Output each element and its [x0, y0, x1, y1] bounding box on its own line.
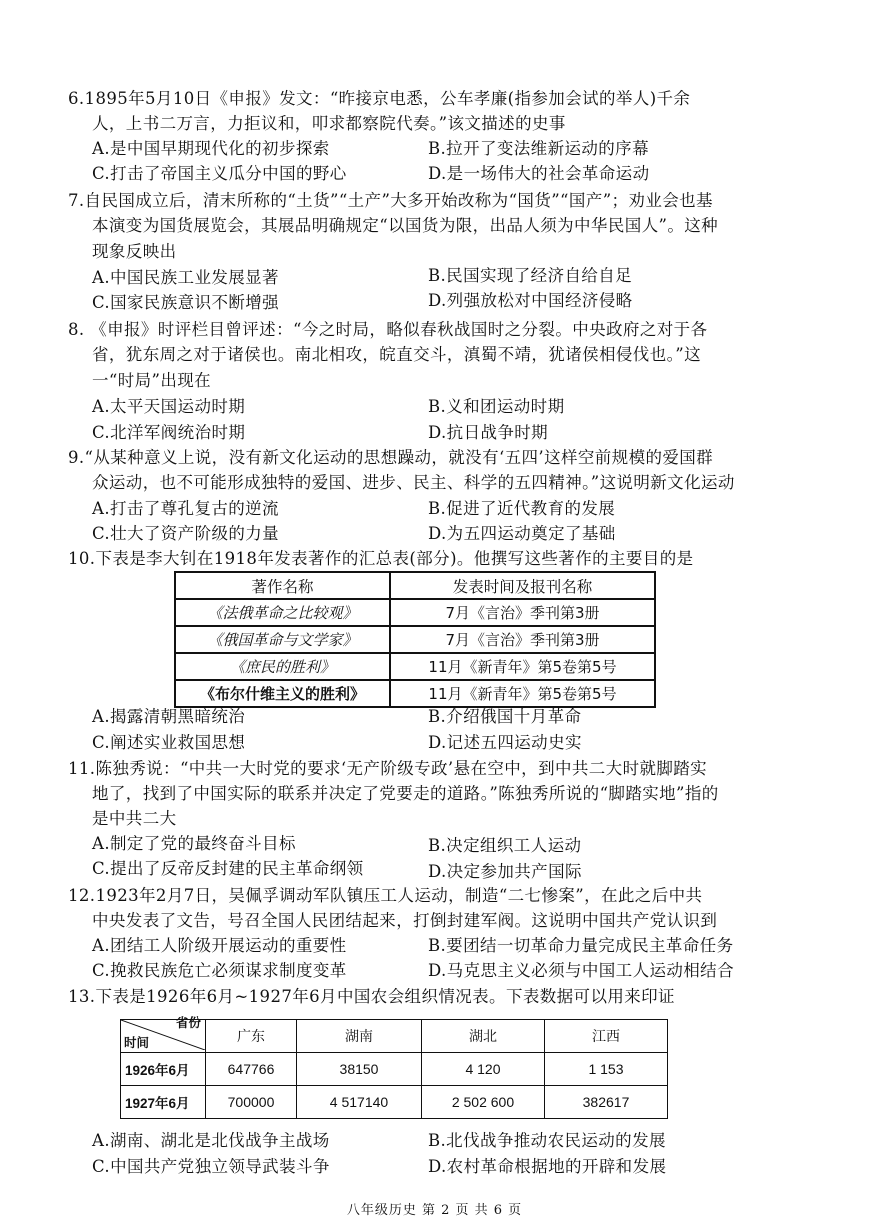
q7-option-c: C.国家民族意识不断增强: [92, 293, 280, 312]
q13-line-1: 13.下表是1926年6月~1927年6月中国农会组织情况表。下表数据可以用来印证: [68, 987, 675, 1006]
q13-option-a: A.湖南、湖北是北伐战争主战场: [92, 1131, 330, 1150]
q10-cell-title: 《庶民的胜利》: [175, 653, 390, 680]
q8-option-d: D.抗日战争时期: [428, 423, 549, 442]
q13-cell: 4 120: [422, 1053, 545, 1086]
q8-option-b: B.义和团运动时期: [428, 397, 565, 416]
q10-header-published: 发表时间及报刊名称: [390, 572, 655, 599]
q11-option-c: C.提出了反帝反封建的民主革命纲领: [92, 859, 364, 878]
q12-option-c: C.挽救民族危亡必须谋求制度变革: [92, 961, 347, 980]
q7-line-3: 现象反映出: [92, 242, 177, 261]
q11-line-3: 是中共二大: [92, 809, 177, 828]
q12-option-d: D.马克思主义必须与中国工人运动相结合: [428, 961, 734, 980]
q13-cell: 647766: [206, 1053, 297, 1086]
q10-cell-title: 《俄国革命与文学家》: [175, 626, 390, 653]
q10-option-a: A.揭露清朝黑暗统治: [92, 707, 246, 726]
q13-cell: 38150: [297, 1053, 422, 1086]
q13-row-label: 1926年6月: [121, 1053, 206, 1086]
q8-line-1: 8. 《申报》时评栏目曾评述：“今之时局，略似春秋战国时之分裂。中央政府之对于各: [68, 320, 708, 339]
page-footer: 八年级历史 第 2 页 共 6 页: [346, 1203, 523, 1218]
q9-line-1: 9.“从某种意义上说，没有新文化运动的思想躁动，就没有‘五四’这样空前规模的爱国群: [68, 448, 714, 467]
q6-option-d: D.是一场伟大的社会革命运动: [428, 164, 650, 183]
q11-option-b: B.决定组织工人运动: [428, 836, 582, 855]
q8-option-c: C.北洋军阀统治时期: [92, 423, 246, 442]
q12-line-1: 12.1923年2月7日，吴佩孚调动军队镇压工人运动，制造“二七惨案”，在此之后中共: [68, 886, 703, 905]
q13-cell: 700000: [206, 1086, 297, 1119]
q11-option-a: A.制定了党的最终奋斗目标: [92, 834, 296, 853]
q7-option-d: D.列强放松对中国经济侵略: [428, 291, 633, 310]
q13-option-b: B.北伐战争推动农民运动的发展: [428, 1131, 666, 1150]
q13-option-c: C.中国共产党独立领导武装斗争: [92, 1157, 330, 1176]
q7-line-2: 本演变为国货展览会，其展品明确规定“以国货为限，出品人须为中华民国人”。这种: [92, 216, 719, 235]
q13-row-label: 1927年6月: [121, 1086, 206, 1119]
q10-cell-title: 《布尔什维主义的胜利》: [175, 680, 390, 707]
q9-option-c: C.壮大了资产阶级的力量: [92, 524, 280, 543]
q6-option-a: A.是中国早期现代化的初步探索: [92, 139, 330, 158]
q6-line-1: 6.1895年5月10日《申报》发文：“昨接京电悉，公车孝廉(指参加会试的举人)千余: [68, 89, 691, 108]
q13-option-d: D.农村革命根据地的开辟和发展: [428, 1157, 667, 1176]
q8-line-2: 省，犹东周之对于诸侯也。南北相攻，皖直交斗，滇蜀不靖，犹诸侯相侵伐也。”这: [92, 345, 701, 364]
q11-option-d: D.决定参加共产国际: [428, 862, 582, 881]
q13-header-guangdong: 广东: [206, 1020, 297, 1053]
q10-cell-published: 11月《新青年》第5卷第5号: [390, 653, 655, 680]
q7-option-a: A.中国民族工业发展显著: [92, 268, 279, 287]
q8-line-3: 一“时局”出现在: [92, 371, 212, 390]
q9-option-d: D.为五四运动奠定了基础: [428, 524, 616, 543]
q12-option-a: A.团结工人阶级开展运动的重要性: [92, 936, 347, 955]
q13-header-jiangxi: 江西: [545, 1020, 668, 1053]
q10-cell-published: 11月《新青年》第5卷第5号: [390, 680, 655, 707]
q13-corner-province: 省份: [175, 1016, 201, 1030]
q10-option-d: D.记述五四运动史实: [428, 733, 582, 752]
q9-option-b: B.促进了近代教育的发展: [428, 499, 616, 518]
q13-header-hunan: 湖南: [297, 1020, 422, 1053]
q12-option-b: B.要团结一切革命力量完成民主革命任务: [428, 936, 734, 955]
q10-header-title: 著作名称: [175, 572, 390, 599]
q10-cell-published: 7月《言治》季刊第3册: [390, 599, 655, 626]
q8-option-a: A.太平天国运动时期: [92, 397, 246, 416]
q13-cell: 4 517140: [297, 1086, 422, 1119]
q13-cell: 382617: [545, 1086, 668, 1119]
q9-option-a: A.打击了尊孔复古的逆流: [92, 499, 279, 518]
q13-header-hubei: 湖北: [422, 1020, 545, 1053]
q7-option-b: B.民国实现了经济自给自足: [428, 266, 633, 285]
q10-option-b: B.介绍俄国十月革命: [428, 707, 582, 726]
q7-line-1: 7.自民国成立后，清末所称的“土货”“土产”大多开始改称为“国货”“国产”；劝业会也基: [68, 191, 713, 210]
q11-line-1: 11.陈独秀说：“中共一大时党的要求‘无产阶级专政’悬在空中，到中共二大时就脚踏实: [68, 759, 708, 778]
q11-line-2: 地了，找到了中国实际的联系并决定了党要走的道路。”陈独秀所说的“脚踏实地”指的: [92, 784, 719, 803]
q10-option-c: C.阐述实业救国思想: [92, 733, 246, 752]
q10-line-1: 10.下表是李大钊在1918年发表著作的汇总表(部分)。他撰写这些著作的主要目的是: [68, 549, 694, 568]
q6-line-2: 人，上书二万言，力拒议和，叩求都察院代奏。”该文描述的史事: [92, 114, 566, 133]
q13-table: [120, 1016, 668, 1119]
q9-line-2: 众运动，也不可能形成独特的爱国、进步、民主、科学的五四精神。”这说明新文化运动: [92, 473, 735, 492]
q13-cell: 1 153: [545, 1053, 668, 1086]
q13-cell: 2 502 600: [422, 1086, 545, 1119]
q10-table: [174, 571, 656, 708]
q6-option-c: C.打击了帝国主义瓜分中国的野心: [92, 164, 347, 183]
q12-line-2: 中央发表了文告，号召全国人民团结起来，打倒封建军阀。这说明中国共产党认识到: [92, 911, 718, 930]
q10-cell-published: 7月《言治》季刊第3册: [390, 626, 655, 653]
q13-corner-cell: [121, 1016, 206, 1053]
q10-cell-title: 《法俄革命之比较观》: [175, 599, 390, 626]
q13-corner-time: 时间: [124, 1036, 150, 1050]
q6-option-b: B.拉开了变法维新运动的序幕: [428, 139, 649, 158]
